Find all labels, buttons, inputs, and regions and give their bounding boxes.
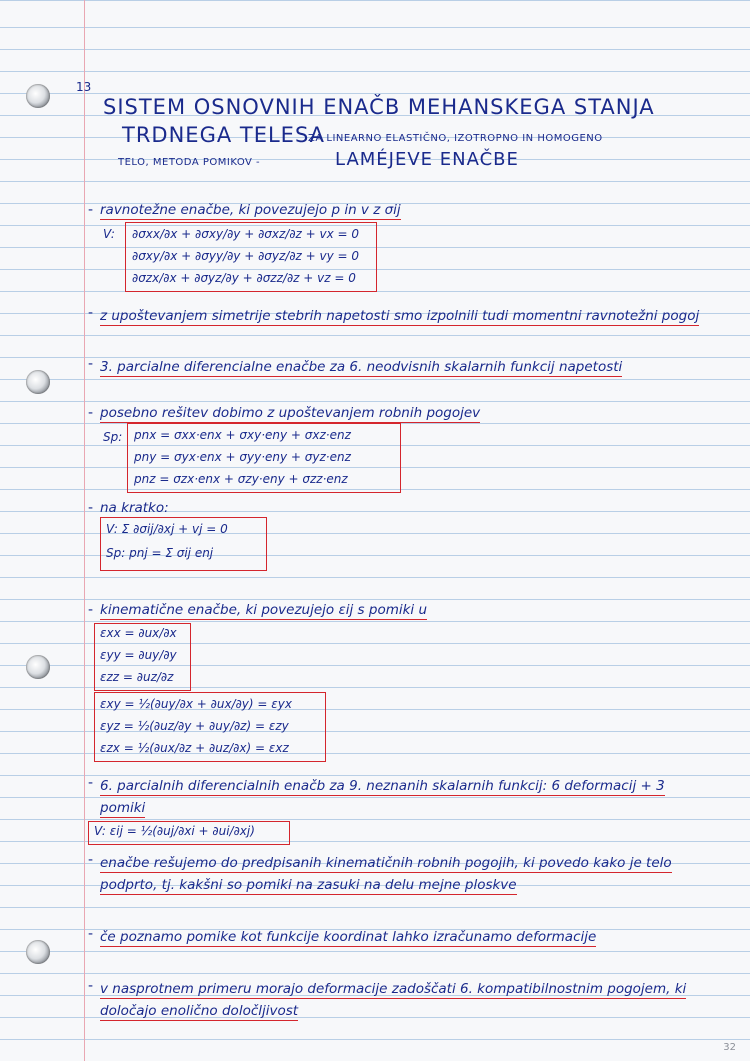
list-item-text: 3. parcialne diferencialne enačbe za 6. neodvisnih skalarnih funkcij napetosti bbox=[100, 359, 623, 375]
bullet-dash: - bbox=[88, 926, 94, 942]
equation: εzz = ∂uz/∂z bbox=[100, 670, 174, 684]
boundary-label: Sp: bbox=[103, 430, 123, 444]
list-item-text: na kratko: bbox=[100, 500, 169, 516]
equation: εzx = ½(∂ux/∂z + ∂uz/∂x) = εxz bbox=[100, 741, 289, 755]
list-item bbox=[100, 202, 540, 218]
binder-hole bbox=[26, 84, 50, 108]
list-item bbox=[100, 978, 710, 1022]
list-item-text: z upoštevanjem simetrije stebrih napetosti smo izpolnili tudi momentni ravnotežni pogoj bbox=[100, 308, 700, 324]
equation: pnx = σxx·enx + σxy·eny + σxz·enz bbox=[134, 428, 351, 442]
bullet-dash: - bbox=[88, 356, 94, 372]
title-line-2a: TRDNEGA TELESA bbox=[122, 123, 326, 147]
bullet-dash: - bbox=[88, 978, 94, 994]
list-item-text: ravnotežne enačbe, ki povezujejo p in v z σij bbox=[100, 202, 401, 218]
title-line-1: SISTEM OSNOVNIH ENAČB MEHANSKEGA STANJA bbox=[103, 95, 655, 119]
list-item bbox=[100, 500, 169, 516]
equation: εxy = ½(∂uy/∂x + ∂ux/∂y) = εyx bbox=[100, 697, 292, 711]
list-item bbox=[100, 775, 710, 819]
list-item bbox=[100, 602, 427, 618]
equilibrium-label: V: bbox=[103, 227, 115, 241]
list-item bbox=[100, 852, 710, 896]
list-item bbox=[100, 356, 700, 378]
bullet-dash: - bbox=[88, 405, 94, 421]
bullet-dash: - bbox=[88, 202, 94, 218]
list-item-text: kinematične enačbe, ki povezujejo εij s pomiki u bbox=[100, 602, 428, 618]
bullet-dash: - bbox=[88, 852, 94, 868]
binder-hole bbox=[26, 370, 50, 394]
equation: Sp: pnj = Σ σij enj bbox=[106, 546, 214, 560]
equation: ∂σzx/∂x + ∂σyz/∂y + ∂σzz/∂z + vz = 0 bbox=[132, 271, 356, 285]
title-line-2b: ZA LINEARNO ELASTIČNO, IZOTROPNO IN HOMOGENO bbox=[308, 133, 603, 144]
bullet-dash: - bbox=[88, 305, 94, 321]
title-line-3b: LAMÉJEVE ENAČBE bbox=[335, 149, 519, 170]
equation: pny = σyx·enx + σyy·eny + σyz·enz bbox=[134, 450, 351, 464]
equation: εyy = ∂uy/∂y bbox=[100, 648, 177, 662]
equation: V: εij = ½(∂uj/∂xi + ∂ui/∂xj) bbox=[94, 824, 255, 838]
list-item bbox=[100, 405, 480, 421]
equation: V: Σ ∂σij/∂xj + vj = 0 bbox=[106, 522, 228, 536]
list-item bbox=[100, 305, 700, 327]
equation: εxx = ∂ux/∂x bbox=[100, 626, 177, 640]
equation: pnz = σzx·enx + σzy·eny + σzz·enz bbox=[134, 472, 348, 486]
binder-hole bbox=[26, 655, 50, 679]
title-line-3a: TELO, METODA POMIKOV - bbox=[118, 157, 261, 168]
list-item bbox=[100, 926, 710, 948]
list-item-text: če poznamo pomike kot funkcije koordinat lahko izračunamo deformacije bbox=[100, 929, 597, 945]
margin-line bbox=[84, 0, 85, 1061]
equation: εyz = ½(∂uz/∂y + ∂uy/∂z) = εzy bbox=[100, 719, 289, 733]
bullet-dash: - bbox=[88, 500, 94, 516]
list-item-text: enačbe rešujemo do predpisanih kinematičnih robnih pogojih, ki povedo kako je telo podprto, tj. kakšni so pomiki na zasuki na delu mejne ploskve bbox=[100, 855, 672, 893]
equation: ∂σxy/∂x + ∂σyy/∂y + ∂σyz/∂z + vy = 0 bbox=[132, 249, 360, 263]
section-number: 13 bbox=[76, 80, 92, 94]
page-number: 32 bbox=[723, 1042, 736, 1053]
bullet-dash: - bbox=[88, 602, 94, 618]
binder-hole bbox=[26, 940, 50, 964]
list-item-text: posebno rešitev dobimo z upoštevanjem robnih pogojev bbox=[100, 405, 481, 421]
list-item-text: v nasprotnem primeru morajo deformacije zadoščati 6. kompatibilnostnim pogojem, ki določajo enolično določljivost bbox=[100, 981, 687, 1019]
list-item-text: 6. parcialnih diferencialnih enačb za 9. neznanih skalarnih funkcij: 6 deformacij + 3 pomiki bbox=[100, 778, 665, 816]
bullet-dash: - bbox=[88, 775, 94, 791]
equation: ∂σxx/∂x + ∂σxy/∂y + ∂σxz/∂z + vx = 0 bbox=[132, 227, 360, 241]
